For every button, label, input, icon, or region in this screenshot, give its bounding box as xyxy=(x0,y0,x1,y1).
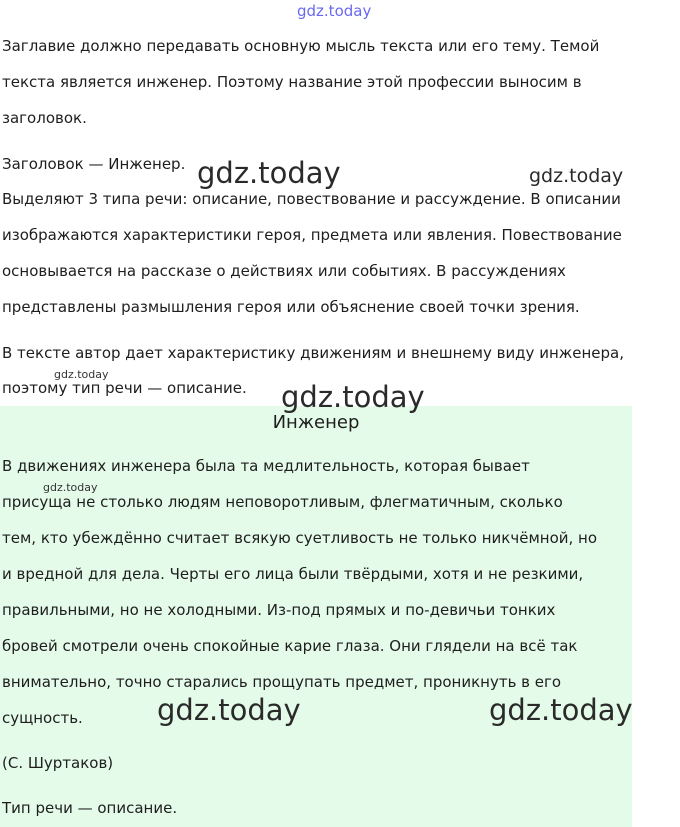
heading-line: Заголовок — Инженер. xyxy=(2,155,186,173)
excerpt-line: и вредной для дела. Черты его лица были твёрдыми, хотя и не резкими, xyxy=(2,565,584,583)
intro-line: текста является инженер. Поэтому название этой профессии выносим в xyxy=(2,73,582,91)
excerpt-author: (С. Шуртаков) xyxy=(2,754,114,772)
excerpt-line: присуща не столько людям неповоротливым, флегматичным, сколько xyxy=(2,493,563,511)
conclusion-line: В тексте автор дает характеристику движениям и внешнему виду инженера, xyxy=(2,344,625,362)
excerpt-line: В движениях инженера была та медлительность, которая бывает xyxy=(2,457,530,475)
watermark: gdz.today xyxy=(157,693,301,727)
conclusion-line: поэтому тип речи — описание. xyxy=(2,379,247,397)
watermark: gdz.today xyxy=(197,156,341,190)
speech-types-line: Выделяют 3 типа речи: описание, повествование и рассуждение. В описании xyxy=(2,190,621,208)
site-logo[interactable]: gdz.today xyxy=(297,2,372,20)
speech-types-line: изображаются характеристики героя, предмета или явления. Повествование xyxy=(2,226,622,244)
excerpt-line: бровей смотрели очень спокойные карие глаза. Они глядели на всё так xyxy=(2,637,578,655)
watermark: gdz.today xyxy=(54,368,109,381)
excerpt-line: правильными, но не холодными. Из-под прямых и по-девичьи тонких xyxy=(2,601,556,619)
excerpt-title: Инженер xyxy=(272,412,360,433)
excerpt-line: тем, кто убеждённо считает всякую суетливость не только никчёмной, но xyxy=(2,529,598,547)
intro-line: заголовок. xyxy=(2,109,87,127)
watermark: gdz.today xyxy=(529,165,624,187)
speech-types-line: основывается на рассказе о действиях или событиях. В рассуждениях xyxy=(2,262,566,280)
watermark: gdz.today xyxy=(489,693,633,727)
excerpt-speech-type: Тип речи — описание. xyxy=(2,799,178,817)
intro-line: Заглавие должно передавать основную мысль текста или его тему. Темой xyxy=(2,37,600,55)
speech-types-line: представлены размышления героя или объяснение своей точки зрения. xyxy=(2,298,580,316)
excerpt-line: внимательно, точно старались прощупать предмет, проникнуть в его xyxy=(2,673,562,691)
watermark: gdz.today xyxy=(43,481,98,494)
excerpt-line: сущность. xyxy=(2,709,83,727)
watermark: gdz.today xyxy=(281,380,425,414)
